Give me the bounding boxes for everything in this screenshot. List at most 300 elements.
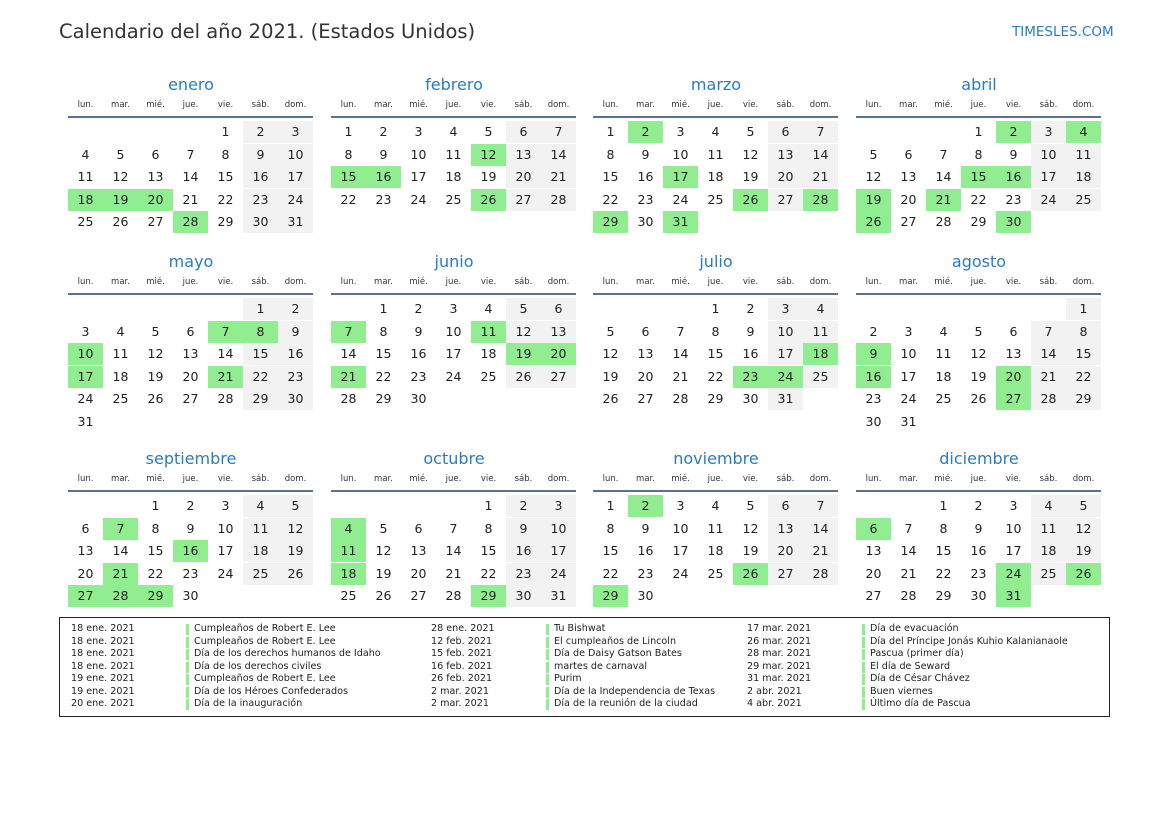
day-cell[interactable]: 10 — [1031, 144, 1066, 166]
holiday-day-cell[interactable]: 21 — [103, 563, 138, 585]
day-cell[interactable]: 14 — [217, 346, 234, 361]
day-cell[interactable]: 17 — [217, 543, 234, 558]
day-cell[interactable]: 22 — [602, 565, 619, 581]
day-cell[interactable]: 22 — [935, 565, 952, 581]
day-cell[interactable]: 20 — [865, 565, 882, 581]
day-cell[interactable]: 8 — [484, 520, 493, 536]
day-cell[interactable]: 2 — [186, 498, 195, 513]
day-cell[interactable]: 30 — [278, 388, 313, 410]
day-cell[interactable]: 3 — [904, 323, 913, 339]
holiday-day-cell[interactable]: 30 — [996, 211, 1031, 233]
day-cell[interactable]: 7 — [803, 495, 838, 517]
day-cell[interactable]: 9 — [414, 323, 423, 339]
day-cell[interactable]: 14 — [541, 144, 576, 166]
day-cell[interactable]: 16 — [742, 346, 759, 361]
day-cell[interactable]: 15 — [602, 543, 619, 558]
day-cell[interactable]: 5 — [116, 146, 125, 162]
holiday-day-cell[interactable]: 11 — [471, 321, 506, 343]
day-cell[interactable]: 22 — [707, 368, 724, 384]
day-cell[interactable]: 13 — [900, 169, 917, 184]
day-cell[interactable]: 29 — [375, 391, 392, 406]
day-cell[interactable]: 28 — [340, 391, 357, 406]
day-cell[interactable]: 20 — [900, 191, 917, 207]
holiday-day-cell[interactable]: 21 — [208, 366, 243, 388]
site-link[interactable]: TIMESLES.COM — [1012, 24, 1114, 40]
day-cell[interactable]: 13 — [637, 346, 654, 361]
day-cell[interactable]: 30 — [637, 588, 654, 603]
day-cell[interactable]: 13 — [768, 518, 803, 540]
day-cell[interactable]: 8 — [606, 146, 615, 162]
day-cell[interactable]: 14 — [900, 543, 917, 558]
day-cell[interactable]: 22 — [217, 191, 234, 207]
day-cell[interactable]: 19 — [602, 368, 619, 384]
day-cell[interactable]: 20 — [182, 368, 199, 384]
day-cell[interactable]: 21 — [672, 368, 689, 384]
day-cell[interactable]: 8 — [1066, 321, 1101, 343]
holiday-day-cell[interactable]: 29 — [593, 585, 628, 607]
day-cell[interactable]: 21 — [803, 540, 838, 562]
day-cell[interactable]: 14 — [1031, 343, 1066, 365]
day-cell[interactable]: 29 — [970, 214, 987, 229]
holiday-day-cell[interactable]: 26 — [471, 189, 506, 211]
holiday-day-cell[interactable]: 18 — [803, 343, 838, 365]
day-cell[interactable]: 19 — [742, 543, 759, 558]
day-cell[interactable]: 16 — [506, 540, 541, 562]
day-cell[interactable]: 3 — [541, 495, 576, 517]
day-cell[interactable]: 5 — [484, 124, 493, 139]
day-cell[interactable]: 24 — [445, 368, 462, 384]
holiday-day-cell[interactable]: 4 — [331, 518, 366, 540]
holiday-day-cell[interactable]: 19 — [856, 189, 891, 211]
day-cell[interactable]: 1 — [344, 124, 353, 139]
day-cell[interactable]: 27 — [637, 391, 654, 406]
holiday-day-cell[interactable]: 20 — [541, 343, 576, 365]
day-cell[interactable]: 31 — [77, 413, 94, 429]
day-cell[interactable]: 18 — [707, 169, 724, 184]
holiday-day-cell[interactable]: 15 — [331, 166, 366, 188]
day-cell[interactable]: 3 — [676, 498, 685, 513]
day-cell[interactable]: 17 — [1005, 543, 1022, 558]
day-cell[interactable]: 27 — [506, 189, 541, 211]
day-cell[interactable]: 5 — [974, 323, 983, 339]
day-cell[interactable]: 20 — [637, 368, 654, 384]
day-cell[interactable]: 12 — [278, 518, 313, 540]
day-cell[interactable]: 6 — [641, 323, 650, 339]
day-cell[interactable]: 18 — [480, 346, 497, 361]
day-cell[interactable]: 23 — [1005, 191, 1022, 207]
day-cell[interactable]: 30 — [742, 391, 759, 406]
day-cell[interactable]: 25 — [480, 368, 497, 384]
day-cell[interactable]: 11 — [445, 146, 462, 162]
day-cell[interactable]: 26 — [147, 391, 164, 406]
day-cell[interactable]: 22 — [970, 191, 987, 207]
day-cell[interactable]: 31 — [900, 413, 917, 429]
day-cell[interactable]: 17 — [768, 343, 803, 365]
day-cell[interactable]: 3 — [81, 323, 90, 339]
day-cell[interactable]: 21 — [445, 565, 462, 581]
day-cell[interactable]: 22 — [480, 565, 497, 581]
day-cell[interactable]: 15 — [707, 346, 724, 361]
day-cell[interactable]: 20 — [768, 166, 803, 188]
day-cell[interactable]: 25 — [707, 565, 724, 581]
day-cell[interactable]: 22 — [243, 366, 278, 388]
holiday-day-cell[interactable]: 16 — [996, 166, 1031, 188]
holiday-day-cell[interactable]: 26 — [1066, 563, 1101, 585]
day-cell[interactable]: 24 — [541, 563, 576, 585]
day-cell[interactable]: 23 — [637, 191, 654, 207]
day-cell[interactable]: 25 — [112, 391, 129, 406]
day-cell[interactable]: 25 — [445, 191, 462, 207]
holiday-day-cell[interactable]: 8 — [243, 321, 278, 343]
day-cell[interactable]: 6 — [151, 146, 160, 162]
day-cell[interactable]: 27 — [768, 189, 803, 211]
day-cell[interactable]: 15 — [375, 346, 392, 361]
day-cell[interactable]: 12 — [506, 321, 541, 343]
day-cell[interactable]: 8 — [379, 323, 388, 339]
day-cell[interactable]: 13 — [410, 543, 427, 558]
day-cell[interactable]: 25 — [1066, 189, 1101, 211]
day-cell[interactable]: 10 — [217, 520, 234, 536]
day-cell[interactable]: 16 — [278, 343, 313, 365]
day-cell[interactable]: 30 — [243, 211, 278, 233]
day-cell[interactable]: 22 — [1066, 366, 1101, 388]
day-cell[interactable]: 25 — [803, 366, 838, 388]
day-cell[interactable]: 13 — [506, 144, 541, 166]
day-cell[interactable]: 18 — [112, 368, 129, 384]
day-cell[interactable]: 19 — [147, 368, 164, 384]
holiday-day-cell[interactable]: 20 — [138, 189, 173, 211]
day-cell[interactable]: 24 — [1031, 189, 1066, 211]
day-cell[interactable]: 7 — [904, 520, 913, 536]
day-cell[interactable]: 25 — [77, 214, 94, 229]
day-cell[interactable]: 5 — [1066, 495, 1101, 517]
day-cell[interactable]: 9 — [641, 146, 650, 162]
day-cell[interactable]: 1 — [243, 298, 278, 320]
day-cell[interactable]: 10 — [278, 144, 313, 166]
day-cell[interactable]: 11 — [77, 169, 94, 184]
day-cell[interactable]: 25 — [340, 588, 357, 603]
day-cell[interactable]: 9 — [379, 146, 388, 162]
day-cell[interactable]: 3 — [414, 124, 423, 139]
day-cell[interactable]: 30 — [410, 391, 427, 406]
day-cell[interactable]: 27 — [182, 391, 199, 406]
day-cell[interactable]: 4 — [243, 495, 278, 517]
day-cell[interactable]: 29 — [243, 388, 278, 410]
day-cell[interactable]: 9 — [974, 520, 983, 536]
day-cell[interactable]: 12 — [1066, 518, 1101, 540]
day-cell[interactable]: 29 — [217, 214, 234, 229]
day-cell[interactable]: 16 — [970, 543, 987, 558]
day-cell[interactable]: 27 — [147, 214, 164, 229]
day-cell[interactable]: 18 — [1031, 540, 1066, 562]
day-cell[interactable]: 11 — [707, 146, 724, 162]
day-cell[interactable]: 19 — [1066, 540, 1101, 562]
day-cell[interactable]: 22 — [375, 368, 392, 384]
day-cell[interactable]: 11 — [707, 520, 724, 536]
day-cell[interactable]: 19 — [278, 540, 313, 562]
day-cell[interactable]: 30 — [970, 588, 987, 603]
day-cell[interactable]: 14 — [340, 346, 357, 361]
holiday-day-cell[interactable]: 16 — [173, 540, 208, 562]
day-cell[interactable]: 28 — [541, 189, 576, 211]
holiday-day-cell[interactable]: 17 — [68, 366, 103, 388]
day-cell[interactable]: 18 — [243, 540, 278, 562]
day-cell[interactable]: 16 — [410, 346, 427, 361]
holiday-day-cell[interactable]: 15 — [961, 166, 996, 188]
day-cell[interactable]: 28 — [935, 214, 952, 229]
day-cell[interactable]: 1 — [379, 301, 388, 316]
day-cell[interactable]: 3 — [1031, 121, 1066, 143]
holiday-day-cell[interactable]: 26 — [856, 211, 891, 233]
day-cell[interactable]: 26 — [375, 588, 392, 603]
holiday-day-cell[interactable]: 18 — [331, 563, 366, 585]
day-cell[interactable]: 28 — [672, 391, 689, 406]
day-cell[interactable]: 20 — [768, 540, 803, 562]
day-cell[interactable]: 5 — [151, 323, 160, 339]
day-cell[interactable]: 4 — [449, 124, 458, 139]
holiday-day-cell[interactable]: 17 — [663, 166, 698, 188]
holiday-day-cell[interactable]: 20 — [996, 366, 1031, 388]
day-cell[interactable]: 30 — [637, 214, 654, 229]
day-cell[interactable]: 4 — [939, 323, 948, 339]
day-cell[interactable]: 20 — [506, 166, 541, 188]
day-cell[interactable]: 29 — [1066, 388, 1101, 410]
day-cell[interactable]: 10 — [541, 518, 576, 540]
day-cell[interactable]: 23 — [637, 565, 654, 581]
holiday-day-cell[interactable]: 16 — [366, 166, 401, 188]
day-cell[interactable]: 19 — [742, 169, 759, 184]
day-cell[interactable]: 9 — [278, 321, 313, 343]
holiday-day-cell[interactable]: 28 — [803, 189, 838, 211]
day-cell[interactable]: 2 — [379, 124, 388, 139]
day-cell[interactable]: 10 — [1005, 520, 1022, 536]
day-cell[interactable]: 12 — [147, 346, 164, 361]
day-cell[interactable]: 17 — [410, 169, 427, 184]
day-cell[interactable]: 23 — [410, 368, 427, 384]
day-cell[interactable]: 18 — [707, 543, 724, 558]
day-cell[interactable]: 7 — [939, 146, 948, 162]
day-cell[interactable]: 18 — [445, 169, 462, 184]
day-cell[interactable]: 5 — [606, 323, 615, 339]
holiday-day-cell[interactable]: 2 — [628, 121, 663, 143]
day-cell[interactable]: 13 — [147, 169, 164, 184]
day-cell[interactable]: 14 — [803, 518, 838, 540]
day-cell[interactable]: 16 — [637, 169, 654, 184]
day-cell[interactable]: 17 — [445, 346, 462, 361]
day-cell[interactable]: 8 — [974, 146, 983, 162]
day-cell[interactable]: 14 — [935, 169, 952, 184]
day-cell[interactable]: 25 — [243, 563, 278, 585]
day-cell[interactable]: 3 — [676, 124, 685, 139]
day-cell[interactable]: 23 — [278, 366, 313, 388]
day-cell[interactable]: 12 — [970, 346, 987, 361]
day-cell[interactable]: 3 — [449, 301, 458, 316]
holiday-day-cell[interactable]: 21 — [331, 366, 366, 388]
day-cell[interactable]: 23 — [970, 565, 987, 581]
day-cell[interactable]: 17 — [900, 368, 917, 384]
day-cell[interactable]: 14 — [112, 543, 129, 558]
day-cell[interactable]: 3 — [221, 498, 230, 513]
holiday-day-cell[interactable]: 26 — [733, 563, 768, 585]
day-cell[interactable]: 8 — [344, 146, 353, 162]
day-cell[interactable]: 12 — [602, 346, 619, 361]
day-cell[interactable]: 8 — [606, 520, 615, 536]
day-cell[interactable]: 21 — [541, 166, 576, 188]
day-cell[interactable]: 26 — [602, 391, 619, 406]
day-cell[interactable]: 4 — [711, 498, 720, 513]
day-cell[interactable]: 23 — [865, 391, 882, 406]
holiday-day-cell[interactable]: 7 — [208, 321, 243, 343]
day-cell[interactable]: 24 — [217, 565, 234, 581]
holiday-day-cell[interactable]: 12 — [471, 144, 506, 166]
day-cell[interactable]: 7 — [186, 146, 195, 162]
day-cell[interactable]: 8 — [151, 520, 160, 536]
holiday-day-cell[interactable]: 19 — [506, 343, 541, 365]
day-cell[interactable]: 23 — [243, 189, 278, 211]
day-cell[interactable]: 2 — [506, 495, 541, 517]
day-cell[interactable]: 9 — [746, 323, 755, 339]
day-cell[interactable]: 15 — [147, 543, 164, 558]
day-cell[interactable]: 7 — [803, 121, 838, 143]
holiday-day-cell[interactable]: 6 — [856, 518, 891, 540]
day-cell[interactable]: 20 — [77, 565, 94, 581]
day-cell[interactable]: 30 — [865, 413, 882, 429]
day-cell[interactable]: 3 — [768, 298, 803, 320]
day-cell[interactable]: 2 — [869, 323, 878, 339]
day-cell[interactable]: 21 — [803, 166, 838, 188]
day-cell[interactable]: 7 — [676, 323, 685, 339]
day-cell[interactable]: 16 — [243, 166, 278, 188]
day-cell[interactable]: 4 — [484, 301, 493, 316]
holiday-day-cell[interactable]: 10 — [68, 343, 103, 365]
day-cell[interactable]: 27 — [541, 366, 576, 388]
holiday-day-cell[interactable]: 16 — [856, 366, 891, 388]
day-cell[interactable]: 28 — [900, 588, 917, 603]
day-cell[interactable]: 6 — [414, 520, 423, 536]
day-cell[interactable]: 2 — [414, 301, 423, 316]
day-cell[interactable]: 13 — [77, 543, 94, 558]
holiday-day-cell[interactable]: 29 — [471, 585, 506, 607]
day-cell[interactable]: 1 — [1066, 298, 1101, 320]
holiday-day-cell[interactable]: 26 — [733, 189, 768, 211]
day-cell[interactable]: 9 — [243, 144, 278, 166]
day-cell[interactable]: 9 — [1009, 146, 1018, 162]
day-cell[interactable]: 25 — [1031, 563, 1066, 585]
day-cell[interactable]: 25 — [935, 391, 952, 406]
day-cell[interactable]: 19 — [375, 565, 392, 581]
day-cell[interactable]: 23 — [182, 565, 199, 581]
day-cell[interactable]: 13 — [768, 144, 803, 166]
day-cell[interactable]: 16 — [637, 543, 654, 558]
day-cell[interactable]: 11 — [1066, 144, 1101, 166]
day-cell[interactable]: 2 — [243, 121, 278, 143]
day-cell[interactable]: 1 — [606, 124, 615, 139]
day-cell[interactable]: 14 — [672, 346, 689, 361]
day-cell[interactable]: 15 — [935, 543, 952, 558]
day-cell[interactable]: 1 — [711, 301, 720, 316]
day-cell[interactable]: 21 — [900, 565, 917, 581]
day-cell[interactable]: 12 — [742, 146, 759, 162]
day-cell[interactable]: 28 — [445, 588, 462, 603]
day-cell[interactable]: 10 — [672, 146, 689, 162]
day-cell[interactable]: 12 — [865, 169, 882, 184]
day-cell[interactable]: 9 — [186, 520, 195, 536]
day-cell[interactable]: 26 — [278, 563, 313, 585]
day-cell[interactable]: 10 — [410, 146, 427, 162]
day-cell[interactable]: 15 — [243, 343, 278, 365]
day-cell[interactable]: 5 — [278, 495, 313, 517]
day-cell[interactable]: 5 — [746, 498, 755, 513]
day-cell[interactable]: 14 — [182, 169, 199, 184]
holiday-day-cell[interactable]: 21 — [926, 189, 961, 211]
day-cell[interactable]: 13 — [865, 543, 882, 558]
day-cell[interactable]: 6 — [506, 121, 541, 143]
day-cell[interactable]: 10 — [445, 323, 462, 339]
day-cell[interactable]: 24 — [900, 391, 917, 406]
day-cell[interactable]: 6 — [904, 146, 913, 162]
holiday-day-cell[interactable]: 31 — [996, 585, 1031, 607]
day-cell[interactable]: 28 — [803, 563, 838, 585]
day-cell[interactable]: 5 — [746, 124, 755, 139]
day-cell[interactable]: 11 — [1031, 518, 1066, 540]
day-cell[interactable]: 15 — [217, 169, 234, 184]
day-cell[interactable]: 31 — [541, 585, 576, 607]
day-cell[interactable]: 12 — [742, 520, 759, 536]
day-cell[interactable]: 27 — [900, 214, 917, 229]
day-cell[interactable]: 3 — [278, 121, 313, 143]
day-cell[interactable]: 17 — [672, 543, 689, 558]
day-cell[interactable]: 10 — [768, 321, 803, 343]
day-cell[interactable]: 1 — [151, 498, 160, 513]
day-cell[interactable]: 1 — [974, 124, 983, 139]
day-cell[interactable]: 21 — [1031, 366, 1066, 388]
day-cell[interactable]: 17 — [278, 166, 313, 188]
day-cell[interactable]: 9 — [641, 520, 650, 536]
holiday-day-cell[interactable]: 24 — [996, 563, 1031, 585]
day-cell[interactable]: 23 — [375, 191, 392, 207]
day-cell[interactable]: 5 — [506, 298, 541, 320]
day-cell[interactable]: 8 — [711, 323, 720, 339]
day-cell[interactable]: 6 — [1009, 323, 1018, 339]
day-cell[interactable]: 21 — [182, 191, 199, 207]
day-cell[interactable]: 18 — [1066, 166, 1101, 188]
day-cell[interactable]: 13 — [182, 346, 199, 361]
day-cell[interactable]: 19 — [970, 368, 987, 384]
holiday-day-cell[interactable]: 18 — [68, 189, 103, 211]
day-cell[interactable]: 14 — [803, 144, 838, 166]
day-cell[interactable]: 4 — [116, 323, 125, 339]
day-cell[interactable]: 11 — [803, 321, 838, 343]
day-cell[interactable]: 27 — [768, 563, 803, 585]
day-cell[interactable]: 29 — [707, 391, 724, 406]
day-cell[interactable]: 28 — [1031, 388, 1066, 410]
day-cell[interactable]: 24 — [278, 189, 313, 211]
holiday-day-cell[interactable]: 2 — [996, 121, 1031, 143]
day-cell[interactable]: 24 — [672, 191, 689, 207]
day-cell[interactable]: 6 — [541, 298, 576, 320]
day-cell[interactable]: 1 — [221, 124, 230, 139]
day-cell[interactable]: 22 — [340, 191, 357, 207]
day-cell[interactable]: 15 — [602, 169, 619, 184]
holiday-day-cell[interactable]: 23 — [733, 366, 768, 388]
day-cell[interactable]: 6 — [768, 495, 803, 517]
holiday-day-cell[interactable]: 24 — [768, 366, 803, 388]
holiday-day-cell[interactable]: 31 — [663, 211, 698, 233]
day-cell[interactable]: 11 — [112, 346, 129, 361]
day-cell[interactable]: 24 — [410, 191, 427, 207]
day-cell[interactable]: 7 — [449, 520, 458, 536]
day-cell[interactable]: 11 — [935, 346, 952, 361]
